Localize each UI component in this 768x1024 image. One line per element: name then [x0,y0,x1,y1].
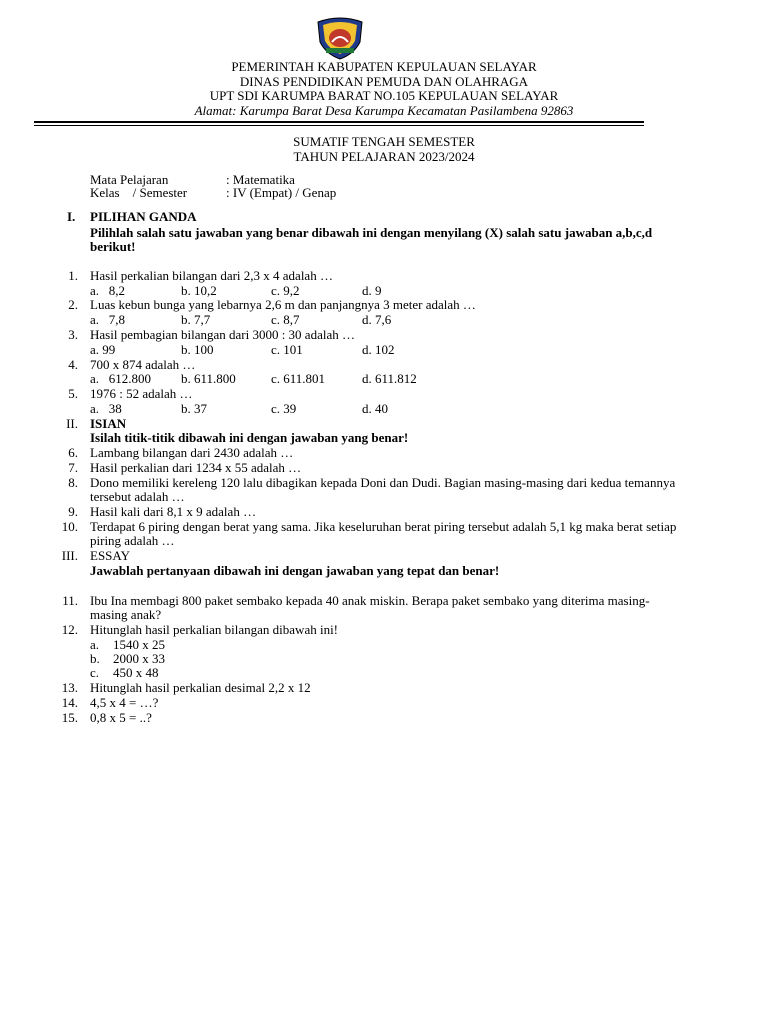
option-b: b. 37 [181,401,207,416]
question-text: Hitunglah hasil perkalian desimal 2,2 x 12 [90,680,311,695]
question-text-line2: tersebut adalah … [90,489,185,504]
question-text: Hitunglah hasil perkalian bilangan dibawah ini! [90,622,339,637]
question-text: Hasil kali dari 8,1 x 9 adalah … [90,504,257,519]
question-number: 15. [61,710,78,725]
subitem-text: 1540 x 25 [113,637,165,652]
section2-number: II. [66,416,78,431]
option-b: b. 7,7 [181,312,211,327]
question-text-line1: Ibu Ina membagi 800 paket sembako kepada 40 anak miskin. Berapa paket sembako yang diterima masing- [90,593,650,608]
option-c: c. 8,7 [271,312,300,327]
question-text-line2: masing anak? [90,607,162,622]
subitem-label: b. [90,651,100,666]
question-number: 11. [62,593,78,608]
option-b: b. 611.800 [181,371,236,386]
question-number: 7. [68,460,78,475]
header-school: UPT SDI KARUMPA BARAT NO.105 KEPULAUAN SELAYAR [209,88,559,104]
section3-number: III. [61,548,78,563]
question-number: 12. [61,622,78,637]
question-text: Hasil perkalian dari 1234 x 55 adalah … [90,460,302,475]
question-number: 8. [68,475,78,490]
question-number: 10. [61,519,78,534]
option-d: d. 102 [362,342,395,357]
question-text: 0,8 x 5 = ..? [90,710,152,725]
subject-value: : Matematika [226,172,295,187]
option-d: d. 611.812 [362,371,417,386]
question-number: 2. [68,297,78,312]
question-number: 13. [61,680,78,695]
exam-title: SUMATIF TENGAH SEMESTER [293,134,475,149]
question-text-line2: piring adalah … [90,533,175,548]
section1-number: I. [67,209,76,224]
option-a: a. 8,2 [90,283,126,298]
exam-year: TAHUN PELAJARAN 2023/2024 [293,148,475,164]
question-text: Luas kebun bunga yang lebarnya 2,6 m dan panjangnya 3 meter adalah … [90,297,476,312]
question-number: 1. [68,268,78,283]
section1-instruction-line1: Pilihlah salah satu jawaban yang benar dibawah ini dengan menyilang (X) salah satu jawaban a,b,c,d [90,225,653,240]
question-number: 5. [68,386,78,401]
letterhead-thick-rule [34,121,644,123]
option-d: d. 9 [362,283,382,298]
section1-title: PILIHAN GANDA [90,209,197,224]
question-text: 1976 : 52 adalah … [90,386,193,401]
section3-title: ESSAY [90,548,130,563]
option-b: b. 100 [181,342,214,357]
question-number: 9. [68,504,78,519]
option-c: c. 101 [271,342,303,357]
question-text: Hasil pembagian bilangan dari 3000 : 30 adalah … [90,327,355,342]
option-d: d. 40 [362,401,388,416]
section2-title: ISIAN [90,416,127,431]
question-number: 14. [61,695,78,710]
option-a: a. 7,8 [90,312,126,327]
option-d: d. 7,6 [362,312,392,327]
question-text: 700 x 874 adalah … [90,357,196,372]
subitem-text: 450 x 48 [113,665,159,680]
question-text: 4,5 x 4 = …? [90,695,159,710]
question-number: 6. [68,445,78,460]
option-a: a. 612.800 [90,371,152,386]
option-a: a. 38 [90,401,122,416]
header-address: Alamat: Karumpa Barat Desa Karumpa Kecamatan Pasilambena 92863 [194,102,574,118]
class-value: : IV (Empat) / Genap [226,185,337,200]
option-c: c. 9,2 [271,283,300,298]
option-c: c. 39 [271,401,297,416]
question-text: Hasil perkalian bilangan dari 2,3 x 4 adalah … [90,268,333,283]
section1-instruction-line2: berikut! [90,239,136,254]
section3-instruction: Jawablah pertanyaan dibawah ini dengan jawaban yang tepat dan benar! [90,563,500,578]
section2-instruction: Isilah titik-titik dibawah ini dengan jawaban yang benar! [90,430,409,445]
header-department: DINAS PENDIDIKAN PEMUDA DAN OLAHRAGA [239,73,529,89]
question-text: Lambang bilangan dari 2430 adalah … [90,445,294,460]
letterhead-thin-rule [34,125,644,126]
subitem-label: c. [90,665,100,680]
subitem-label: a. [90,637,100,652]
question-number: 4. [68,357,78,372]
regency-crest-logo [314,16,366,60]
class-label: Kelas / Semester [90,185,188,200]
question-text-line1: Terdapat 6 piring dengan berat yang sama. Jika keseluruhan berat piring tersebut adalah 5,1 kg maka berat setiap [90,519,677,534]
option-c: c. 611.801 [271,371,326,386]
option-a: a. 99 [90,342,116,357]
option-b: b. 10,2 [181,283,217,298]
subject-label: Mata Pelajaran [90,172,169,187]
subitem-text: 2000 x 33 [113,651,165,666]
header-government: PEMERINTAH KABUPATEN KEPULAUAN SELAYAR [231,59,537,74]
question-number: 3. [68,327,78,342]
question-text-line1: Dono memiliki kereleng 120 lalu dibagikan kepada Doni dan Dudi. Bagian masing-masing dari kedua temannya [90,475,676,490]
